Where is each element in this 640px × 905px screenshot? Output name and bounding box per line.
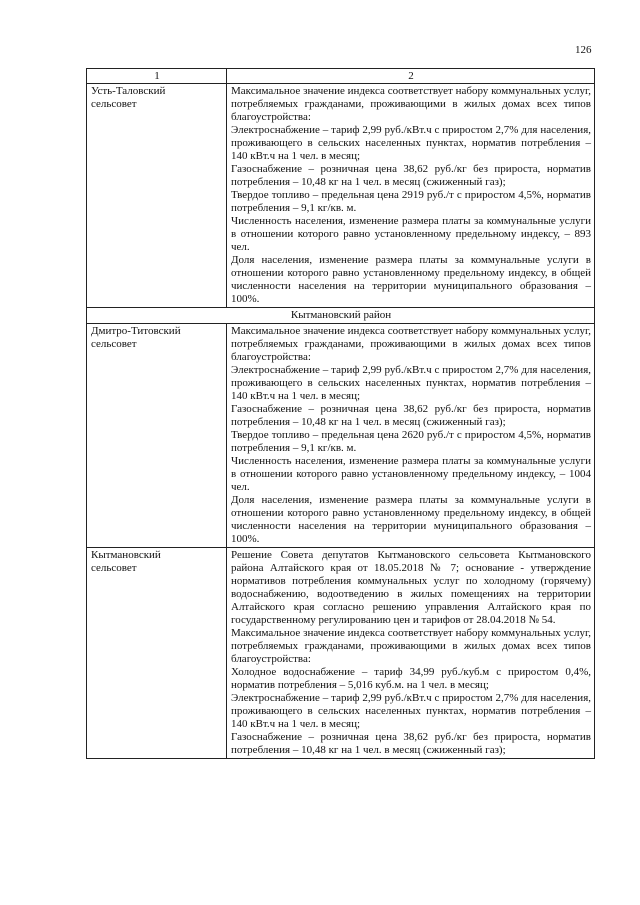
tariff-description [227, 324, 595, 548]
tariff-description [227, 548, 595, 759]
description-paragraph: Твердое топливо – предельная цена 2919 руб./т с приростом 4,5%, норматив потребления – 9,1 кг/кв. м. [231, 189, 591, 214]
description-paragraph: Доля населения, изменение размера платы за коммунальные услуги в отношении которого равно установленному предельному индексу, в общей численности населения на территории муниципального образования – 100%. [231, 254, 591, 305]
description-paragraph: Газоснабжение – розничная цена 38,62 руб./кг без прироста, норматив потребления – 10,48 кг на 1 чел. в месяц (сжиженный газ); [231, 163, 591, 188]
section-title: Кытмановский район [87, 308, 595, 324]
description-paragraph: Решение Совета депутатов Кытмановского сельсовета Кытмановского района Алтайского края от 18.05.2018 № 7; основание - утверждение нормативов потребления коммунальных услуг по холодному (горячему) водоснабжению, водоотведению в жилых помещениях на территории Алтайского края согласно решению управления Алтайского края по государственному регулированию цен и тарифов от 28.04.2018 № 54. [231, 549, 591, 626]
table-row [87, 548, 595, 759]
municipality-name: Дмитро-Титовский сельсовет [87, 324, 227, 548]
description-paragraph: Холодное водоснабжение – тариф 34,99 руб./куб.м с приростом 0,4%, норматив потребления – 5,016 куб.м. на 1 чел. в месяц; [231, 666, 591, 691]
column-header-2: 2 [227, 69, 595, 84]
page-bottom-margin [0, 848, 640, 905]
section-row [87, 308, 595, 324]
description-paragraph: Газоснабжение – розничная цена 38,62 руб./кг без прироста, норматив потребления – 10,48 кг на 1 чел. в месяц (сжиженный газ); [231, 403, 591, 428]
tariff-table [86, 68, 595, 759]
description-paragraph: Электроснабжение – тариф 2,99 руб./кВт.ч с приростом 2,7% для населения, проживающего в сельских населенных пунктах, норматив потребления – 140 кВт.ч на 1 чел. в месяц; [231, 364, 591, 402]
description-paragraph: Электроснабжение – тариф 2,99 руб./кВт.ч с приростом 2,7% для населения, проживающего в сельских населенных пунктах, норматив потребления – 140 кВт.ч на 1 чел. в месяц; [231, 692, 591, 730]
table-body [87, 84, 595, 759]
description-paragraph: Твердое топливо – предельная цена 2620 руб./т с приростом 4,5%, норматив потребления – 9,1 кг/кв. м. [231, 429, 591, 454]
description-paragraph: Максимальное значение индекса соответствует набору коммунальных услуг, потребляемых гражданами, проживающими в жилых домах всех типов благоустройства: [231, 627, 591, 665]
description-paragraph: Доля населения, изменение размера платы за коммунальные услуги в отношении которого равно установленному предельному индексу, в общей численности населения на территории муниципального образования – 100%. [231, 494, 591, 545]
table-row [87, 84, 595, 308]
description-paragraph: Максимальное значение индекса соответствует набору коммунальных услуг, потребляемых гражданами, проживающими в жилых домах всех типов благоустройства: [231, 85, 591, 123]
table-row [87, 324, 595, 548]
header-row [87, 69, 595, 84]
municipality-name: Кытмановский сельсовет [87, 548, 227, 759]
description-paragraph: Электроснабжение – тариф 2,99 руб./кВт.ч с приростом 2,7% для населения, проживающего в сельских населенных пунктах, норматив потребления – 140 кВт.ч на 1 чел. в месяц; [231, 124, 591, 162]
tariff-description [227, 84, 595, 308]
description-paragraph: Максимальное значение индекса соответствует набору коммунальных услуг, потребляемых гражданами, проживающими в жилых домах всех типов благоустройства: [231, 325, 591, 363]
description-paragraph: Газоснабжение – розничная цена 38,62 руб./кг без прироста, норматив потребления – 10,48 кг на 1 чел. в месяц (сжиженный газ); [231, 731, 591, 756]
description-paragraph: Численность населения, изменение размера платы за коммунальные услуги в отношении которого равно установленному предельному индексу, – 1004 чел. [231, 455, 591, 493]
description-paragraph: Численность населения, изменение размера платы за коммунальные услуги в отношении которого равно установленному предельному индексу, – 893 чел. [231, 215, 591, 253]
page-number: 126 [575, 44, 592, 56]
municipality-name: Усть-Таловский сельсовет [87, 84, 227, 308]
column-header-1: 1 [87, 69, 227, 84]
